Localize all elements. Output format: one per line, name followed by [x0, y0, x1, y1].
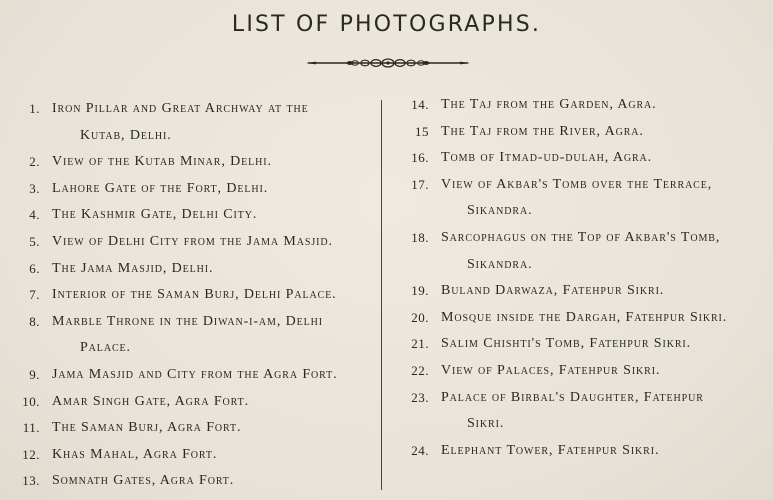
- item-number: 21.: [411, 336, 429, 352]
- item-title: Iron Pillar and Great Archway at the: [52, 101, 309, 116]
- item-title: Lahore Gate of the Fort, Delhi.: [52, 180, 269, 196]
- item-title: Salim Chishti's Tomb, Fatehpur Sikri.: [441, 336, 692, 352]
- item-number: 14.: [411, 97, 429, 112]
- item-number: 9.: [29, 367, 40, 382]
- item-title: View of Delhi City from the Jama Masjid.: [52, 234, 333, 249]
- column-divider: [381, 100, 382, 490]
- item-title: Palace of Birbal's Daughter, Fatehpur: [441, 389, 704, 405]
- item-title-continuation: Palace.: [80, 340, 131, 356]
- item-title: Interior of the Saman Burj, Delhi Palace.: [52, 287, 337, 303]
- item-title: Somnath Gates, Agra Fort.: [52, 473, 235, 489]
- item-title-continuation: Sikri.: [467, 416, 505, 432]
- item-number: 13.: [22, 473, 40, 489]
- item-number: 24.: [411, 442, 429, 458]
- item-number: 3.: [29, 180, 40, 196]
- item-number: 16.: [411, 150, 429, 166]
- item-number: 1.: [29, 101, 40, 116]
- item-title: Marble Throne in the Diwan-i-am, Delhi: [52, 313, 324, 329]
- item-title: Mosque inside the Dargah, Fatehpur Sikri.: [441, 309, 728, 325]
- item-number: 10.: [22, 393, 40, 409]
- item-title: The Saman Burj, Agra Fort.: [52, 420, 242, 436]
- item-number: 5.: [29, 234, 40, 249]
- item-number: 22.: [411, 363, 429, 378]
- item-number: 15: [415, 123, 429, 139]
- page-title: LIST OF PHOTOGRAPHS.: [231, 12, 542, 37]
- item-number: 7.: [29, 287, 40, 303]
- item-number: 17.: [411, 176, 429, 192]
- ornament-divider-icon: [306, 56, 470, 70]
- item-number: 18.: [411, 230, 429, 245]
- item-number: 20.: [411, 309, 429, 325]
- item-number: 4.: [29, 207, 40, 223]
- item-title: View of Palaces, Fatehpur Sikri.: [441, 363, 661, 378]
- item-number: 11.: [22, 420, 40, 436]
- item-title: View of the Kutab Minar, Delhi.: [52, 154, 272, 170]
- item-title: Tomb of Itmad-ud-dulah, Agra.: [441, 150, 653, 166]
- item-number: 23.: [411, 389, 429, 405]
- item-title: Sarcophagus on the Top of Akbar's Tomb,: [441, 230, 721, 245]
- item-title: The Taj from the River, Agra.: [441, 123, 644, 139]
- item-title: Elephant Tower, Fatehpur Sikri.: [441, 442, 660, 458]
- item-number: 12.: [22, 446, 40, 462]
- item-title-continuation: Sikandra.: [467, 203, 533, 219]
- item-title: The Jama Masjid, Delhi.: [52, 260, 214, 276]
- item-number: 2.: [29, 154, 40, 170]
- item-title-continuation: Kutab, Delhi.: [80, 127, 172, 143]
- item-title: Amar Singh Gate, Agra Fort.: [52, 393, 250, 409]
- item-number: 19.: [411, 283, 429, 299]
- item-title: Buland Darwaza, Fatehpur Sikri.: [441, 283, 665, 299]
- item-title: Khas Mahal, Agra Fort.: [52, 446, 218, 462]
- item-title: The Taj from the Garden, Agra.: [441, 97, 657, 112]
- item-number: 8.: [29, 313, 40, 329]
- item-title: View of Akbar's Tomb over the Terrace,: [441, 176, 713, 192]
- item-title: The Kashmir Gate, Delhi City.: [52, 207, 258, 223]
- item-title: Jama Masjid and City from the Agra Fort.: [52, 367, 338, 382]
- item-title-continuation: Sikandra.: [467, 256, 533, 272]
- item-number: 6.: [29, 260, 40, 276]
